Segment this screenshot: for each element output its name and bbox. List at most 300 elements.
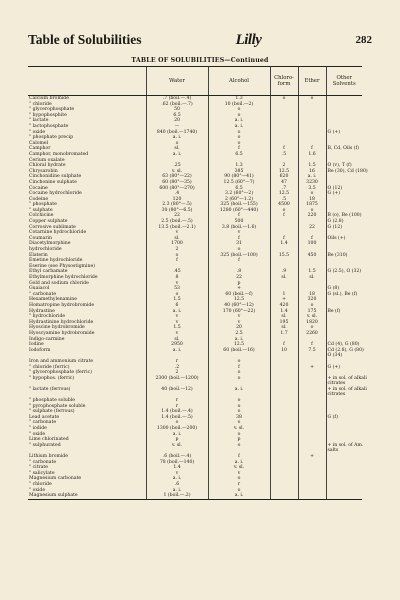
water-cell: f xyxy=(146,258,208,264)
other-solvents-cell: citrates xyxy=(326,392,362,398)
alcohol-cell: a. i. xyxy=(208,460,270,466)
water-cell: .25 xyxy=(146,163,208,169)
column-header-alcohol: Alcohol xyxy=(208,67,270,96)
alcohol-cell: v xyxy=(208,230,270,236)
water-cell: 2 xyxy=(146,247,208,253)
chloroform-cell: .5 xyxy=(270,152,298,158)
substance-cell: Corrosive sublimate xyxy=(29,224,76,230)
alcohol-cell: a. i. xyxy=(208,493,270,499)
substance-cell: Cerium oxalate xyxy=(29,157,65,163)
other-solvents-cell: + in sol. of alkali xyxy=(327,386,367,392)
alcohol-cell: 500 xyxy=(208,219,270,225)
chloroform-cell: o xyxy=(270,208,298,214)
water-cell: v xyxy=(146,281,208,287)
substance-cell: " hypophosphite xyxy=(29,112,67,118)
water-cell: v xyxy=(146,471,208,477)
substance-cell: " chloride xyxy=(29,101,52,107)
alcohol-cell: o xyxy=(208,409,270,415)
alcohol-cell: 1.3 xyxy=(208,163,270,169)
substance-cell: Eserine (see Physostigmine) xyxy=(29,263,95,269)
alcohol-cell: o xyxy=(208,398,270,404)
other-solvents-cell: O (12) xyxy=(326,186,362,192)
ether-cell: o xyxy=(298,208,326,214)
alcohol-cell: 22 xyxy=(208,275,270,281)
water-cell: 1.5 xyxy=(146,325,208,331)
alcohol-cell: 12.5 (60°—7) xyxy=(208,180,270,186)
ether-cell: 3.5 xyxy=(298,186,326,192)
substance-cell: " pyrophosphate soluble xyxy=(29,403,86,409)
ether-cell: v. sl. xyxy=(298,314,326,320)
alcohol-cell: p xyxy=(208,437,270,443)
substance-cell: " iodide xyxy=(29,426,47,432)
water-cell: — xyxy=(146,124,208,130)
ether-cell: 1820 xyxy=(298,320,326,326)
other-solvents-cell: Cd (2.8), G (80) xyxy=(327,347,364,353)
other-solvents-cell xyxy=(326,493,362,499)
alcohol-cell: o xyxy=(208,113,270,119)
substance-cell: Iodine xyxy=(29,342,44,348)
water-cell: 6 xyxy=(146,303,208,309)
ether-cell: o xyxy=(298,96,326,102)
water-cell: r xyxy=(146,359,208,365)
water-cell: 2950 xyxy=(146,342,208,348)
other-solvents-cell: G (f) xyxy=(326,415,362,421)
substance-cell: Calomel xyxy=(29,140,49,146)
alcohol-cell: 31 xyxy=(208,241,270,247)
chloroform-cell: f xyxy=(270,342,298,348)
alcohol-cell: f xyxy=(208,258,270,264)
chloroform-cell: 420 xyxy=(270,303,298,309)
water-cell: 1700 xyxy=(146,241,208,247)
substance-cell: Cocaine hydrochloride xyxy=(29,191,82,197)
alcohol-cell: 12.5 xyxy=(208,297,270,303)
other-solvents-cell: citrates xyxy=(326,381,362,387)
substance-cell: Colchicine xyxy=(29,213,54,219)
substance-cell: Magnesium sulphate xyxy=(28,493,146,499)
water-cell: 1.4 (boil.—.5) xyxy=(146,415,208,421)
water-cell: p xyxy=(146,437,208,443)
chloroform-cell: + xyxy=(270,297,298,303)
page-header xyxy=(28,30,372,50)
alcohol-cell: 60 (boil.—16) xyxy=(208,348,270,354)
water-cell: .4 xyxy=(146,191,208,197)
substance-cell: Elaterin xyxy=(29,252,48,258)
substance-cell: " chloride xyxy=(29,481,52,487)
ether-cell: o xyxy=(298,325,326,331)
table-row xyxy=(28,493,362,499)
other-solvents-cell: Oils (+) xyxy=(326,236,362,242)
water-cell: 1300 (boil.—200) xyxy=(146,426,208,432)
water-cell: v xyxy=(146,314,208,320)
alcohol-cell: o xyxy=(208,432,270,438)
ether-cell: 1875 xyxy=(298,202,326,208)
ether-cell: 22 xyxy=(298,225,326,231)
other-solvents-cell: G (12) xyxy=(326,225,362,231)
alcohol-cell: 2 (60°—1.2) xyxy=(208,197,270,203)
substance-cell: Homatropine hydrobromide xyxy=(29,302,95,308)
chloroform-cell: .7 xyxy=(270,186,298,192)
water-cell: o xyxy=(146,141,208,147)
other-solvents-cell: B, Cd, Oils (f) xyxy=(326,146,362,152)
substance-cell: Copper sulphate xyxy=(29,219,68,225)
water-cell: a. i. xyxy=(146,135,208,141)
alcohol-cell: 1.3 xyxy=(208,96,270,102)
alcohol-cell: 60 (boil.—f) xyxy=(208,292,270,298)
ether-cell: 320 xyxy=(298,297,326,303)
ether-cell: o xyxy=(298,303,326,309)
water-cell: 22 xyxy=(146,213,208,219)
alcohol-cell: a. i. xyxy=(208,118,270,124)
ether-cell: 3230 xyxy=(298,180,326,186)
chloroform-cell: 1 xyxy=(270,292,298,298)
table-body xyxy=(28,96,368,500)
substance-cell: Cocaine xyxy=(29,185,48,191)
alcohol-cell: o xyxy=(208,359,270,365)
water-cell: .45 xyxy=(146,269,208,275)
alcohol-cell: v. sl. xyxy=(208,465,270,471)
other-solvents-cell: G (+) xyxy=(326,130,362,136)
substance-cell: " sulphate xyxy=(29,207,53,213)
alcohol-cell: 20 xyxy=(208,325,270,331)
alcohol-cell: f xyxy=(208,146,270,152)
chloroform-cell: f xyxy=(270,146,298,152)
substance-cell: Hyoscine hydrobromide xyxy=(29,325,85,331)
substance-cell: Lithium bromide xyxy=(29,454,68,459)
water-cell: 1.5 xyxy=(146,297,208,303)
water-cell: sl. xyxy=(146,146,208,152)
other-solvents-cell: G (+) xyxy=(326,365,362,371)
column-header-water: Water xyxy=(146,67,208,96)
other-solvents-cell: O (v), T (f) xyxy=(326,163,362,169)
alcohol-cell: o xyxy=(208,141,270,147)
ether-cell: o xyxy=(298,191,326,197)
alcohol-cell: 40 (60°—12) xyxy=(208,303,270,309)
other-solvents-cell: B (o), Be (100) xyxy=(327,213,362,219)
water-cell: 8 xyxy=(146,275,208,281)
alcohol-cell: o xyxy=(208,107,270,113)
substance-cell: Chloral hydrate xyxy=(29,163,66,169)
substance-cell: " phosphate xyxy=(29,202,57,208)
substance-cell: Chrysarobin xyxy=(29,168,58,174)
ether-cell: 1.5 xyxy=(298,163,326,169)
alcohol-cell: 38 xyxy=(208,415,270,421)
other-solvents-cell: G (2.8) xyxy=(326,219,362,225)
water-cell: 600 (80°—270) xyxy=(146,186,208,192)
column-header-chloroform: Chloro- form xyxy=(270,67,298,96)
chloroform-cell: 10 xyxy=(270,348,298,354)
chloroform-cell: f xyxy=(270,236,298,242)
water-cell: .6 (boil.—.4) xyxy=(146,454,208,460)
alcohol-cell: o xyxy=(208,404,270,410)
substance-cell: Cinchonidine sulphate xyxy=(29,174,82,180)
water-cell: .7 (boil.—.4) xyxy=(146,96,208,102)
ether-cell: f xyxy=(298,342,326,348)
water-cell: a. i. xyxy=(146,488,208,494)
substance-cell: " salicylate xyxy=(29,470,55,476)
ether-cell: f xyxy=(298,146,326,152)
water-cell: 1.4 (boil.—.4) xyxy=(146,409,208,415)
substance-cell: " lactate xyxy=(29,118,49,124)
column-header-other-solvents: Other Solvents xyxy=(326,67,362,96)
brand-logo: Lilly xyxy=(235,31,262,48)
water-cell: o xyxy=(146,253,208,259)
other-solvents-cell: G (+) xyxy=(326,191,362,197)
water-cell: 60 (80°—35) xyxy=(146,180,208,186)
alcohol-cell: p xyxy=(208,281,270,287)
alcohol-cell: 3.2 (60°—2) xyxy=(208,191,270,197)
water-cell: a. i. xyxy=(146,432,208,438)
water-cell: .62 (boil.—.7) xyxy=(146,102,208,108)
alcohol-cell: v xyxy=(208,471,270,477)
alcohol-cell: o xyxy=(208,130,270,136)
chloroform-cell: 1.4 xyxy=(270,241,298,247)
other-solvents-cell: G (sl.), Be (f) xyxy=(326,292,362,298)
substance-cell: " glycerophosphate xyxy=(29,107,75,113)
chloroform-cell: 12.5 xyxy=(270,191,298,197)
ether-cell: f xyxy=(298,236,326,242)
ether-cell: 18 xyxy=(298,197,326,203)
water-cell: sl. xyxy=(146,337,208,343)
alcohol-cell: 325 (boil.—100) xyxy=(208,253,270,259)
ether-cell: 1.5 xyxy=(298,269,326,275)
other-solvents-cell: G (8) xyxy=(326,286,362,292)
alcohol-cell: + xyxy=(208,286,270,292)
substance-cell: " sulphurated xyxy=(29,442,61,448)
water-cell: 13.5 (boil.—2.1) xyxy=(146,225,208,231)
water-cell: sl. xyxy=(146,236,208,242)
water-cell: 50 xyxy=(146,107,208,113)
substance-cell: Calcium bromide xyxy=(29,96,69,101)
substance-cell: " carbonate xyxy=(29,291,57,297)
chloroform-cell: sl. xyxy=(270,325,298,331)
water-cell: a. i. xyxy=(146,476,208,482)
substance-cell: " chloride (ferric) xyxy=(29,364,70,370)
column-header-ether: Ether xyxy=(298,67,326,96)
chloroform-cell: 4500 xyxy=(270,202,298,208)
other-solvents-cell: Be (f) xyxy=(326,309,362,315)
substance-cell: Ethyl carbamate xyxy=(29,269,68,275)
alcohol-cell: .8 xyxy=(208,269,270,275)
substance-cell: " oxide xyxy=(29,431,46,437)
substance-cell: Coumarin xyxy=(29,235,52,241)
ether-cell: 1.6 xyxy=(298,152,326,158)
ether-cell: 2260 xyxy=(298,331,326,337)
alcohol-cell: a. i. xyxy=(208,387,270,393)
water-cell: a. i. xyxy=(146,348,208,354)
substance-cell: Hexamethylenamine xyxy=(29,297,77,303)
water-cell: v xyxy=(146,320,208,326)
substance-cell: Gold and sodium chloride xyxy=(29,280,89,286)
substance-cell: " lactophosphate xyxy=(29,123,69,129)
substance-cell: " carbonate xyxy=(29,459,57,465)
substance-cell: Camphor, monobromated xyxy=(29,151,89,157)
ether-cell: sl. xyxy=(298,275,326,281)
water-cell: .2 xyxy=(146,365,208,371)
water-cell: .6 xyxy=(146,482,208,488)
alcohol-cell: 90 (80°—41) xyxy=(208,174,270,180)
alcohol-cell: f xyxy=(208,454,270,460)
chloroform-cell: 15.5 xyxy=(270,253,298,259)
other-solvents-cell: Cd (4), G (80) xyxy=(326,342,362,348)
substance-cell: Indigo-carmine xyxy=(29,336,65,342)
alcohol-cell: o xyxy=(208,135,270,141)
alcohol-cell: 1280 (60°—440) xyxy=(208,208,270,214)
alcohol-cell: 10 (boil.—2) xyxy=(208,102,270,108)
alcohol-cell: 6.5 xyxy=(208,152,270,158)
chloroform-cell: 1.4 xyxy=(270,309,298,315)
water-cell: o xyxy=(146,420,208,426)
alcohol-cell: v xyxy=(208,320,270,326)
water-cell: a. i. xyxy=(146,309,208,315)
water-cell: 20 xyxy=(146,118,208,124)
water-cell: v xyxy=(146,230,208,236)
alcohol-cell: 170 (60°—22) xyxy=(208,309,270,315)
substance-cell: Iodoform xyxy=(29,347,51,353)
chloroform-cell: sl. xyxy=(270,275,298,281)
alcohol-cell: r xyxy=(208,482,270,488)
chloroform-cell: 1.7 xyxy=(270,331,298,337)
chloroform-cell xyxy=(270,493,298,499)
chloroform-cell: f xyxy=(270,213,298,219)
ether-cell: 7.5 xyxy=(298,348,326,354)
other-solvents-cell: O (34) xyxy=(326,353,362,359)
chloroform-cell: sl. xyxy=(270,314,298,320)
chloroform-cell: 47 xyxy=(270,180,298,186)
chloroform-cell: 620 xyxy=(270,174,298,180)
water-cell: o xyxy=(146,292,208,298)
ether-cell: 18 xyxy=(298,292,326,298)
substance-cell: " phosphate soluble xyxy=(29,398,75,404)
page-number: 282 xyxy=(355,34,372,46)
substance-cell: Cotarnine hydrochloride xyxy=(29,230,87,236)
alcohol-cell: o xyxy=(208,476,270,482)
alcohol-cell: 325 (boil.—155) xyxy=(208,202,270,208)
alcohol-cell: o xyxy=(208,420,270,426)
water-cell: 78 (boil.—140) xyxy=(146,460,208,466)
substance-cell: Diacetylmorphine xyxy=(29,241,71,247)
other-solvents-cell: + in sol. of Am. xyxy=(327,442,364,448)
alcohol-cell: v xyxy=(208,314,270,320)
water-cell: r xyxy=(146,404,208,410)
chloroform-cell: o xyxy=(270,96,298,102)
alcohol-cell: f xyxy=(208,365,270,371)
alcohol-cell: a. i. xyxy=(208,124,270,130)
water-cell: v xyxy=(146,331,208,337)
water-cell: 120 xyxy=(146,197,208,203)
substance-cell: Lime chlorinated xyxy=(29,437,69,443)
substance-cell: " lactate (ferrous) xyxy=(29,386,71,392)
substance-cell: Magnesium carbonate xyxy=(29,476,82,482)
substance-cell: " sulphate (ferrous) xyxy=(29,409,75,415)
chloroform-cell: .5 xyxy=(270,197,298,203)
substance-cell: Hyoscyamine hydrobromide xyxy=(29,330,95,336)
substance-cell: hydrochloride xyxy=(29,247,62,253)
substance-cell: " hydrochloride xyxy=(29,314,66,320)
substance-cell: Lead acetate xyxy=(29,414,60,420)
substance-cell: " citrate xyxy=(29,465,48,471)
substance-cell: Emetine hydrochloride xyxy=(29,258,83,264)
water-cell: v. sl. xyxy=(146,169,208,175)
water-cell: 53 xyxy=(146,286,208,292)
other-solvents-cell: Be (310) xyxy=(326,253,362,259)
alcohol-cell: o xyxy=(208,370,270,376)
alcohol-cell: v. sl. xyxy=(208,426,270,432)
ether-cell: + xyxy=(298,365,326,371)
ether-cell: 100 xyxy=(298,241,326,247)
other-solvents-cell: + in sol. of alkali xyxy=(327,375,367,381)
alcohol-cell: 12.5 xyxy=(208,342,270,348)
alcohol-cell: 3.8 (boil.—1.6) xyxy=(208,225,270,231)
chloroform-cell: 195 xyxy=(270,320,298,326)
other-solvents-cell: G (2.5), O (32) xyxy=(327,269,362,275)
water-cell: 30 (80°—6.5) xyxy=(146,208,208,214)
water-cell: 2.3 (80°—.5) xyxy=(146,202,208,208)
substance-cell: " hypophos. (ferric) xyxy=(29,375,75,381)
table-header-row xyxy=(28,67,362,96)
alcohol-cell: 2.5 xyxy=(208,331,270,337)
substance-cell: Cinchonine sulphate xyxy=(29,179,77,185)
solubility-table-wrapper xyxy=(28,66,368,500)
water-cell: 40 (boil.—12) xyxy=(146,387,208,393)
ether-cell: 220 xyxy=(298,213,326,219)
water-cell: r xyxy=(146,398,208,404)
substance-cell: Codeine xyxy=(29,196,49,202)
substance-cell: " oxide xyxy=(29,129,46,135)
substance-cell: Iron and ammonium citrate xyxy=(29,358,94,364)
alcohol-cell: f xyxy=(208,213,270,219)
substance-cell: " oxide xyxy=(29,487,46,493)
substance-cell: Guaiacol xyxy=(29,286,50,292)
chloroform-cell: 2 xyxy=(270,163,298,169)
water-cell: 6.5 xyxy=(146,113,208,119)
water-cell: 2 xyxy=(146,370,208,376)
alcohol-cell: o xyxy=(208,247,270,253)
water-cell: v. sl. xyxy=(146,443,208,449)
other-solvents-cell: Be (30), Cd (180) xyxy=(327,168,368,174)
chloroform-cell: 12.5 xyxy=(270,169,298,175)
substance-cell: Hydrastine xyxy=(29,308,55,314)
substance-cell: Camphor xyxy=(29,146,51,152)
water-cell: 1.4 xyxy=(146,465,208,471)
alcohol-cell: o xyxy=(208,443,270,449)
alcohol-cell: o xyxy=(208,488,270,494)
alcohol-cell: o xyxy=(208,376,270,382)
water-cell: 63 (80°—22) xyxy=(146,174,208,180)
water-cell: a. i. xyxy=(146,152,208,158)
substance-cell: Hydrastinine hydrochloride xyxy=(29,319,94,325)
substance-cell: " glycerophosphate (ferric) xyxy=(29,370,92,376)
ether-cell: 175 xyxy=(298,309,326,315)
substance-cell: " carbonate xyxy=(29,420,57,426)
table-title: TABLE OF SOLUBILITIES—Continued xyxy=(131,57,269,64)
other-solvents-cell: salts xyxy=(326,448,362,454)
solubility-table xyxy=(28,66,368,500)
alcohol-cell: 385 xyxy=(208,169,270,175)
ether-cell xyxy=(298,493,326,499)
alcohol-cell: a. i. xyxy=(208,337,270,343)
water-cell: 2300 (boil.—1200) xyxy=(146,376,208,382)
ether-cell: 450 xyxy=(298,253,326,259)
ether-cell: + xyxy=(298,454,326,460)
substance-cell: " phosphate precip xyxy=(29,135,74,141)
page-title: Table of Solubilities xyxy=(28,32,142,47)
ether-cell: 16 xyxy=(298,169,326,175)
alcohol-cell: 6.5 xyxy=(208,186,270,192)
ether-cell: a. i. xyxy=(298,174,326,180)
water-cell: 1 (boil.—.2) xyxy=(146,493,208,499)
column-header-substance xyxy=(28,67,146,96)
water-cell: 840 (boil.—1740) xyxy=(146,130,208,136)
